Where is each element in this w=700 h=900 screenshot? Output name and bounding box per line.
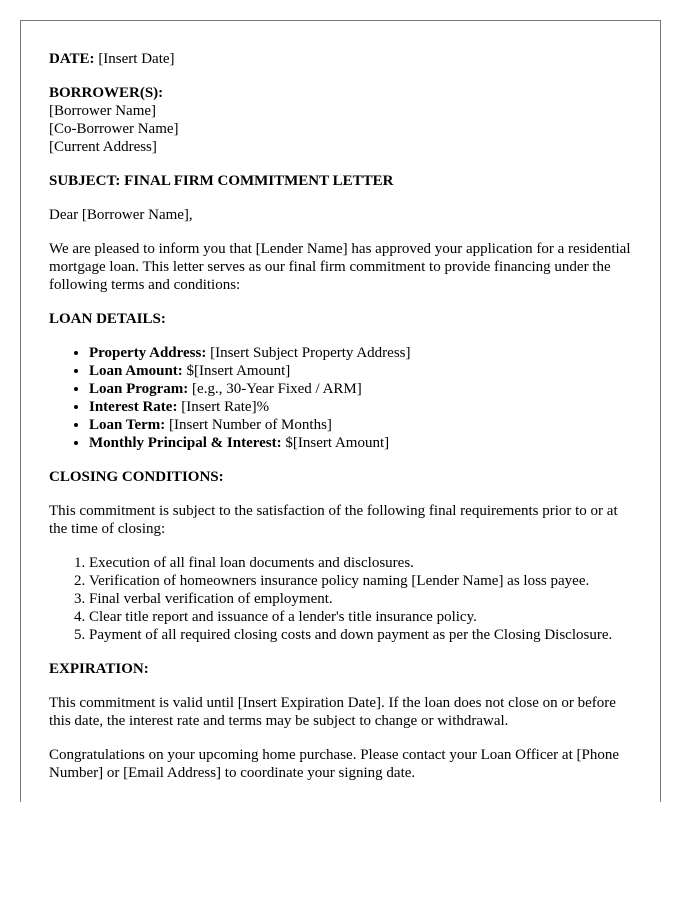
loan-details-heading: LOAN DETAILS: <box>49 311 166 327</box>
monthly-payment-value: $[Insert Amount] <box>285 435 390 451</box>
letter-page <box>20 20 661 802</box>
closing-conditions-list <box>49 554 632 644</box>
date-value: [Insert Date] <box>98 51 175 67</box>
list-item <box>89 380 632 398</box>
list-item: 1. Execution of all final loan documents and disclosures. <box>89 554 632 572</box>
list-item <box>89 344 632 362</box>
expiration-paragraph: This commitment is valid until [Insert Expiration Date]. If the loan does not close on or before this date, the interest rate and terms may be subject to change or withdrawal. <box>49 695 616 729</box>
list-item: 3. Final verbal verification of employment. <box>89 590 632 608</box>
current-address: [Current Address] <box>49 139 157 155</box>
list-item <box>89 398 632 416</box>
property-address-value: [Insert Subject Property Address] <box>210 345 411 361</box>
list-item: 4. Clear title report and issuance of a lender's title insurance policy. <box>89 608 632 626</box>
property-address-label: Property Address: <box>89 345 207 361</box>
loan-program-label: Loan Program: <box>89 381 189 397</box>
loan-program-value: [e.g., 30-Year Fixed / ARM] <box>192 381 362 397</box>
interest-rate-label: Interest Rate: <box>89 399 178 415</box>
borrowers-label: BORROWER(S): <box>49 85 164 101</box>
loan-term-label: Loan Term: <box>89 417 166 433</box>
loan-amount-label: Loan Amount: <box>89 363 183 379</box>
loan-details-list <box>49 344 632 452</box>
date-label: DATE: <box>49 51 95 67</box>
date-line <box>49 50 632 68</box>
interest-rate-value: [Insert Rate]% <box>181 399 270 415</box>
list-item <box>89 416 632 434</box>
intro-paragraph: We are pleased to inform you that [Lender Name] has approved your application for a residential mortgage loan. This letter serves as our final firm commitment to provide financing under the following terms and conditions: <box>49 241 631 293</box>
loan-term-value: [Insert Number of Months] <box>169 417 332 433</box>
closing-conditions-intro: This commitment is subject to the satisfaction of the following final requirements prior to or at the time of closing: <box>49 503 618 537</box>
closing-paragraph: Congratulations on your upcoming home purchase. Please contact your Loan Officer at [Phone Number] or [Email Address] to coordinate your signing date. <box>49 747 619 781</box>
list-item <box>89 362 632 380</box>
expiration-heading: EXPIRATION: <box>49 661 149 677</box>
borrower-name: [Borrower Name] <box>49 103 157 119</box>
loan-amount-value: $[Insert Amount] <box>186 363 291 379</box>
list-item: 5. Payment of all required closing costs and down payment as per the Closing Disclosure. <box>89 626 632 644</box>
closing-conditions-heading: CLOSING CONDITIONS: <box>49 469 224 485</box>
salutation: Dear [Borrower Name], <box>49 207 193 223</box>
list-item: 2. Verification of homeowners insurance policy naming [Lender Name] as loss payee. <box>89 572 632 590</box>
co-borrower-name: [Co-Borrower Name] <box>49 121 179 137</box>
subject-line: SUBJECT: FINAL FIRM COMMITMENT LETTER <box>49 173 394 189</box>
borrowers-block <box>49 84 632 156</box>
list-item <box>89 434 632 452</box>
monthly-payment-label: Monthly Principal & Interest: <box>89 435 282 451</box>
